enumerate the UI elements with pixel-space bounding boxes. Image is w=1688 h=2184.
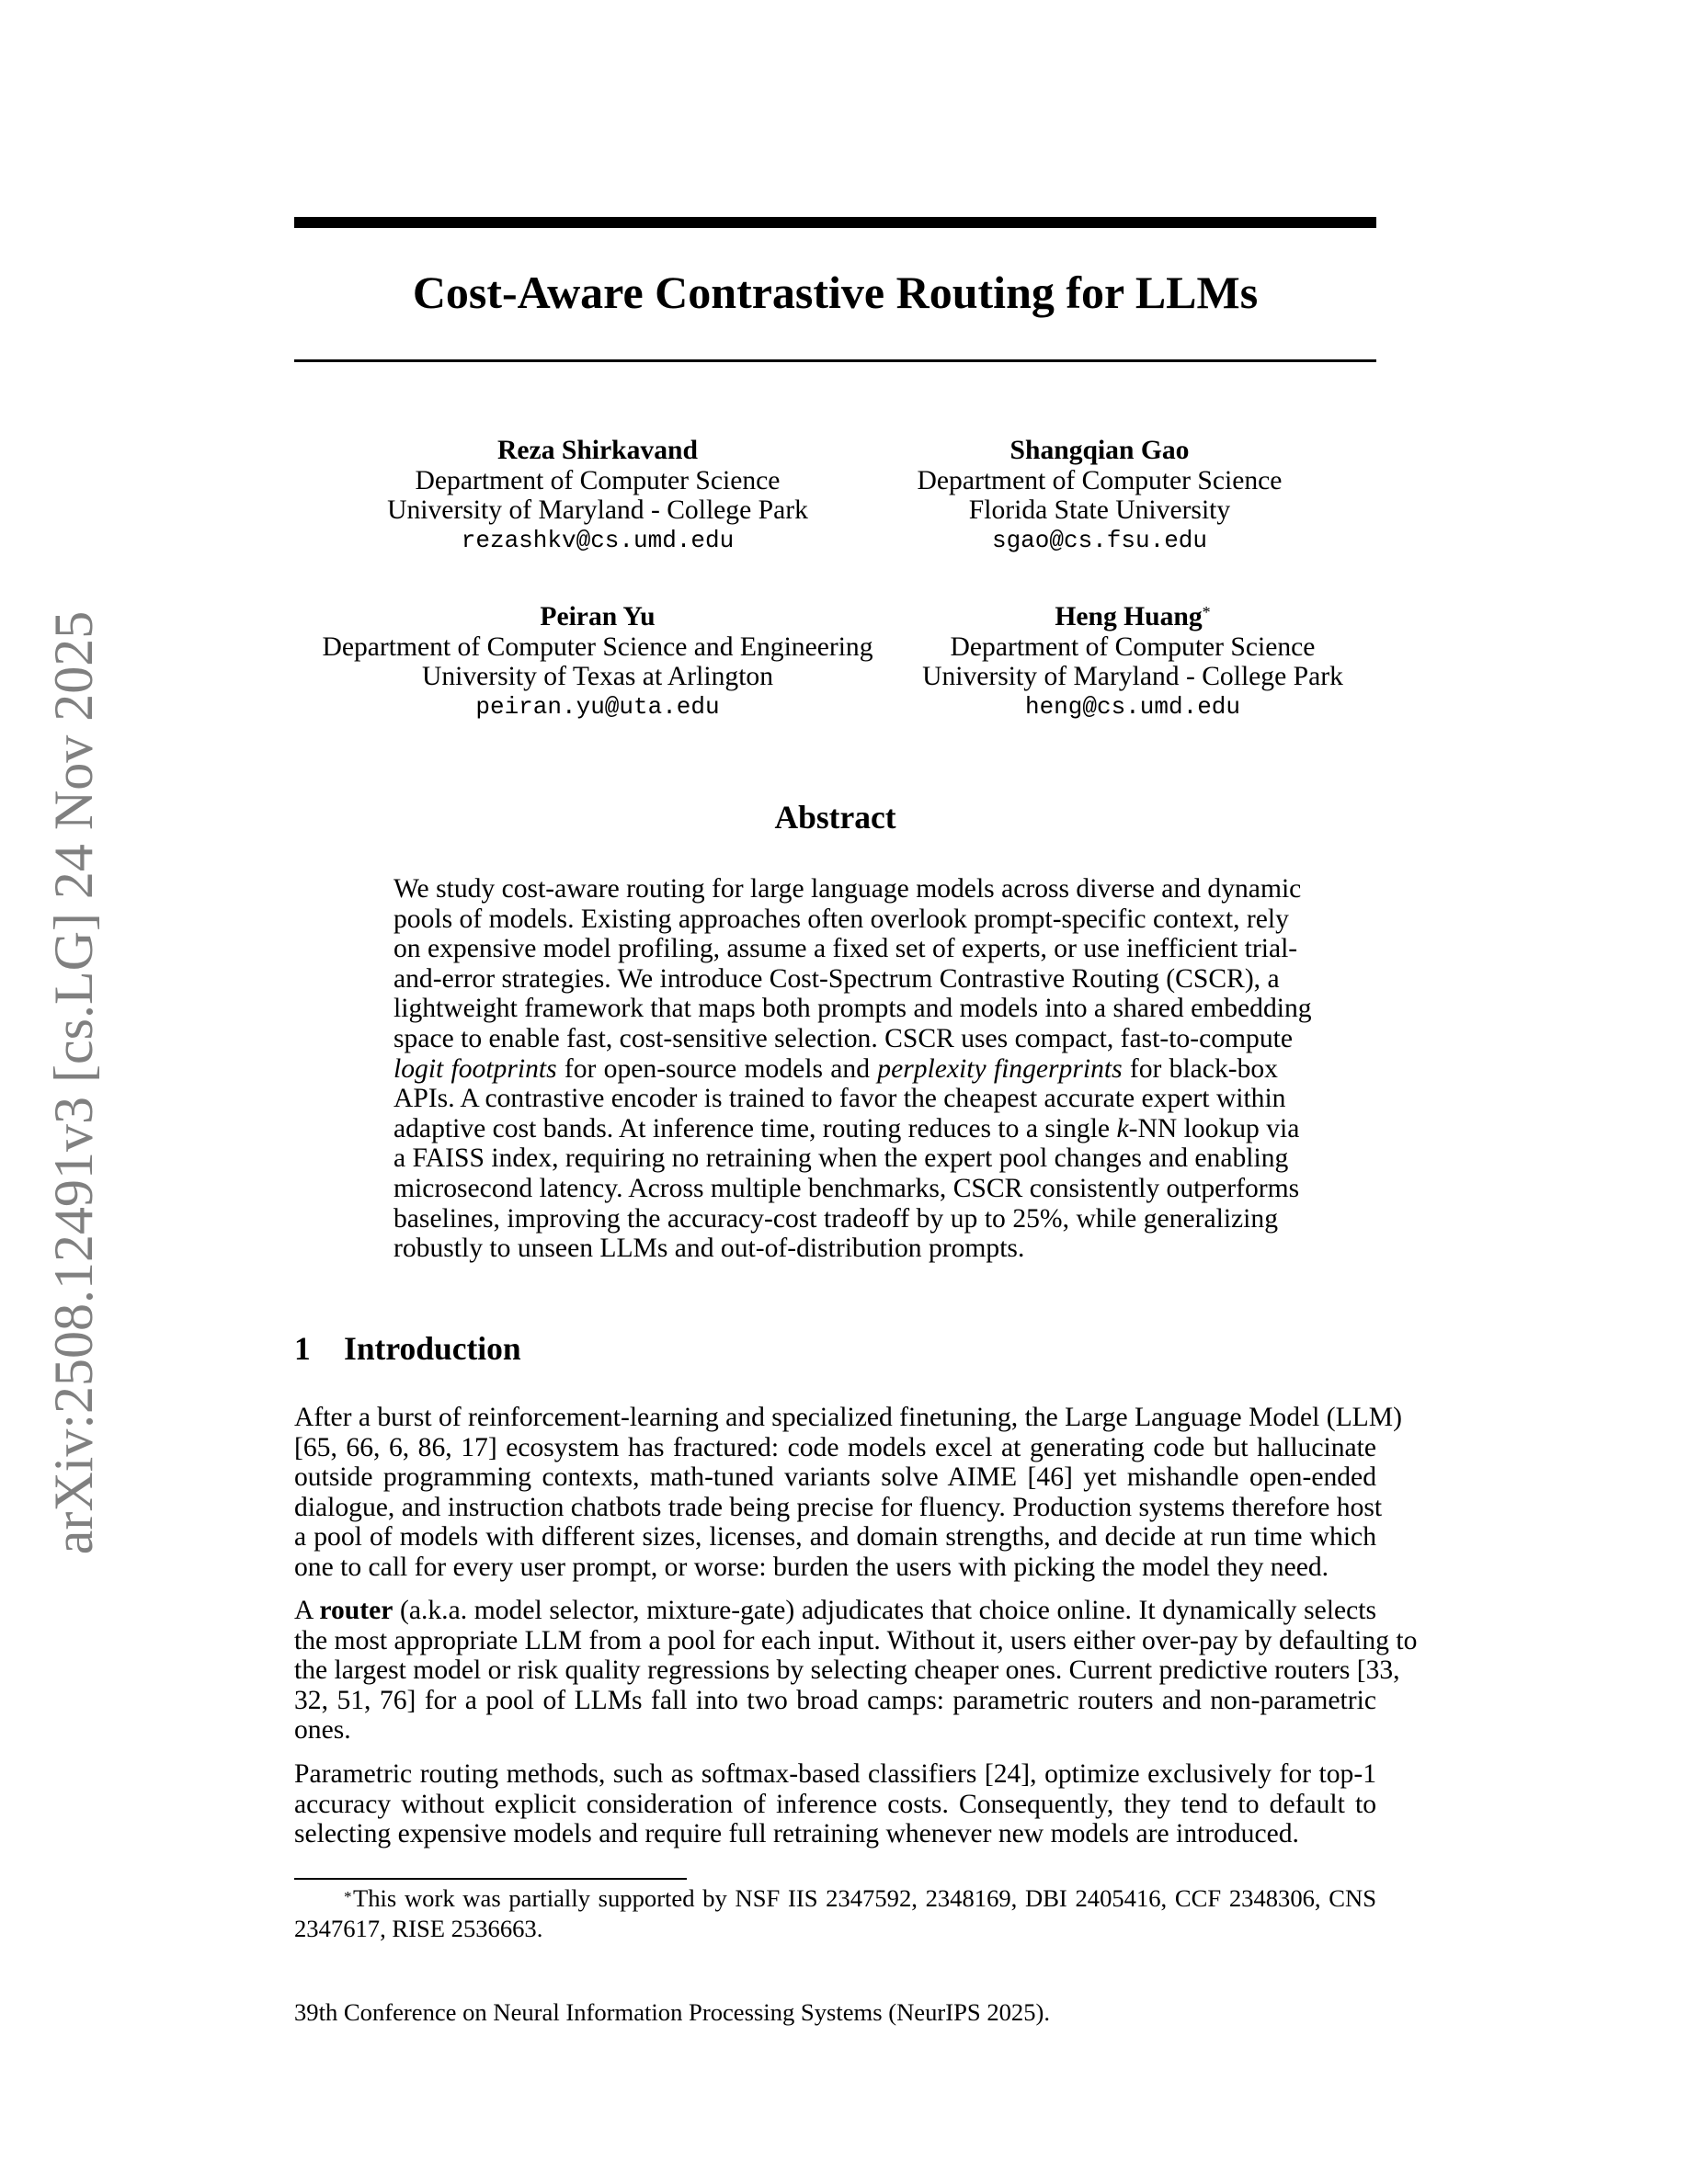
- text-span: lightweight framework that maps both prompts and models into a shared embedding: [393, 994, 1312, 1024]
- author-name: Reza Shirkavand: [497, 436, 698, 465]
- text-span: selecting expensive models and require full retraining whenever new models are introduced.: [294, 1819, 1299, 1849]
- text-line: [294, 1433, 1376, 1463]
- text-line: [393, 934, 1298, 964]
- text-span: This work was partially supported by NSF IIS 2347592, 2348169, DBI 2405416, CCF 2348306, CNS: [353, 1884, 1376, 1912]
- section-heading-introduction: [294, 1330, 521, 1367]
- bold-text: router: [319, 1596, 393, 1625]
- text-line: [294, 1790, 1376, 1820]
- paper-title: Cost-Aware Contrastive Routing for LLMs: [412, 267, 1259, 318]
- text-line: [294, 1819, 1376, 1849]
- text-span: the largest model or risk quality regressions by selecting cheaper ones. Current predictive routers [33,: [294, 1655, 1400, 1686]
- text-line: [393, 964, 1278, 995]
- text-line: [294, 1522, 1376, 1553]
- author-email[interactable]: peiran.yu@uta.edu: [475, 692, 720, 721]
- author-institution: University of Maryland - College Park: [387, 495, 808, 526]
- text-span: (a.k.a. model selector, mixture-gate) adjudicates that choice online. It dynamically selects: [393, 1596, 1376, 1625]
- author-name: Peiran Yu: [540, 602, 656, 631]
- text-line: [294, 1492, 1383, 1523]
- author-department: Department of Computer Science: [415, 465, 781, 495]
- text-line: [294, 1655, 1400, 1686]
- text-span: the most appropriate LLM from a pool for each input. Without it, users either over-pay by defaulting to: [294, 1625, 1418, 1655]
- text-line: [393, 1234, 1278, 1264]
- text-line: [294, 1686, 1376, 1716]
- footnote-body: * This work was partially supported by NSF IIS 2347592, 2348169, DBI 2405416, CCF 2348306, CNS 2347617, RISE 2536663.: [294, 1884, 1376, 1944]
- italic-text: perplexity fingerprints: [877, 1053, 1123, 1084]
- author-institution: Florida State University: [968, 495, 1231, 526]
- text-line: [393, 1023, 1293, 1054]
- intro-paragraph: [294, 1759, 1376, 1849]
- text-span: -NN lookup via: [1128, 1113, 1300, 1143]
- text-span: dialogue, and instruction chatbots trade being precise for fluency. Production systems therefore host: [294, 1492, 1383, 1522]
- text-span: a pool of models with different sizes, licenses, and domain strengths, and decide at run time which: [294, 1522, 1376, 1553]
- text-span: Parametric routing methods, such as softmax-based classifiers [24], optimize exclusively for top-1: [294, 1759, 1376, 1789]
- author-department: Department of Computer Science and Engineering: [322, 631, 873, 662]
- text-line: [393, 904, 1289, 935]
- intro-paragraph: [294, 1596, 1418, 1746]
- text-span: robustly to unseen LLMs and out-of-distribution prompts.: [393, 1234, 1025, 1264]
- text-line: [393, 1204, 1278, 1234]
- author-email[interactable]: heng@cs.umd.edu: [1024, 692, 1241, 721]
- text-line: [393, 1054, 1278, 1085]
- text-line: [393, 874, 1302, 904]
- text-line: [393, 1173, 1300, 1204]
- author-block: [303, 602, 892, 722]
- author-name-text: Heng Huang: [1055, 602, 1203, 631]
- text-line: [294, 1759, 1376, 1790]
- section-title: Introduction: [344, 1330, 521, 1367]
- author-name: [838, 602, 1427, 632]
- arxiv-identifier-stamp: arXiv:2508.12491v3 [cs.LG] 24 Nov 2025: [43, 610, 104, 1555]
- text-line: [294, 1403, 1402, 1433]
- intro-paragraph: [294, 1403, 1402, 1583]
- author-block: [838, 602, 1427, 722]
- text-span: for open-source models and: [556, 1053, 878, 1084]
- text-line: [393, 1113, 1300, 1144]
- footnote-mark[interactable]: *: [1202, 603, 1211, 621]
- author-block: [805, 436, 1394, 555]
- text-span: adaptive cost bands. At inference time, routing reduces to a single: [393, 1113, 1117, 1143]
- text-span: pools of models. Existing approaches often overlook prompt-specific context, rely: [393, 904, 1289, 934]
- text-line: [294, 1462, 1376, 1493]
- author-email[interactable]: sgao@cs.fsu.edu: [991, 526, 1208, 554]
- text-span: We study cost-aware routing for large language models across diverse and dynamic: [393, 874, 1302, 904]
- text-span: and-error strategies. We introduce Cost-Spectrum Contrastive Routing (CSCR), a: [393, 963, 1280, 994]
- text-line: [294, 1715, 1376, 1746]
- author-block: [303, 436, 892, 555]
- section-number: 1: [294, 1330, 311, 1367]
- text-span: a FAISS index, requiring no retraining when the expert pool changes and enabling: [393, 1143, 1289, 1174]
- text-span: on expensive model profiling, assume a fixed set of experts, or use inefficient trial-: [393, 934, 1298, 964]
- text-span: 2347617, RISE 2536663.: [294, 1914, 543, 1942]
- abstract-text: [393, 874, 1312, 1264]
- text-line: [294, 1553, 1376, 1583]
- text-span: one to call for every user prompt, or worse: burden the users with picking the model they need.: [294, 1552, 1329, 1582]
- text-span: 32, 51, 76] for a pool of LLMs fall into two broad camps: parametric routers and non-parametric: [294, 1685, 1376, 1715]
- text-line: [294, 1915, 1376, 1945]
- abstract-heading: Abstract: [774, 799, 896, 836]
- author-department: Department of Computer Science: [950, 631, 1316, 662]
- text-span: baselines, improving the accuracy-cost tradeoff by up to 25%, while generalizing: [393, 1203, 1278, 1234]
- text-span: After a burst of reinforcement-learning and specialized finetuning, the Large Language Model (LLM): [294, 1403, 1402, 1432]
- text-span: outside programming contexts, math-tuned variants solve AIME [46] yet mishandle open-ended: [294, 1462, 1376, 1493]
- author-department: Department of Computer Science: [917, 465, 1283, 495]
- footnote-text: [294, 1884, 1376, 1944]
- footnote: [294, 1884, 1376, 1944]
- title-top-rule: [294, 217, 1376, 228]
- author-institution: University of Maryland - College Park: [922, 662, 1343, 692]
- text-span: for black-box: [1122, 1053, 1278, 1084]
- text-span: A: [294, 1596, 320, 1625]
- author-name: Shangqian Gao: [1009, 436, 1190, 465]
- text-span: accuracy without explicit consideration of inference costs. Consequently, they tend to default to: [294, 1789, 1376, 1819]
- author-institution: University of Texas at Arlington: [421, 662, 774, 692]
- text-span: [65, 66, 6, 86, 17] ecosystem has fractured: code models excel at generating code but hallucinate: [294, 1432, 1376, 1462]
- text-line: [294, 1625, 1418, 1656]
- author-email[interactable]: rezashkv@cs.umd.edu: [461, 526, 735, 554]
- text-line: [393, 1084, 1286, 1114]
- text-line: [294, 1596, 1376, 1626]
- italic-text: logit footprints: [393, 1053, 557, 1084]
- text-span: space to enable fast, cost-sensitive selection. CSCR uses compact, fast-to-compute: [393, 1023, 1293, 1053]
- title-bottom-rule: [294, 359, 1376, 362]
- text-line: [393, 1143, 1289, 1174]
- text-span: ones.: [294, 1715, 351, 1746]
- italic-text: k: [1116, 1113, 1129, 1143]
- text-span: microsecond latency. Across multiple benchmarks, CSCR consistently outperforms: [393, 1173, 1300, 1203]
- text-line: [294, 1884, 1376, 1915]
- text-span: APIs. A contrastive encoder is trained to favor the cheapest accurate expert within: [393, 1084, 1286, 1114]
- conference-notice: 39th Conference on Neural Information Processing Systems (NeurIPS 2025).: [294, 1998, 1051, 2026]
- text-line: [393, 994, 1312, 1024]
- footnote-rule: [294, 1878, 687, 1880]
